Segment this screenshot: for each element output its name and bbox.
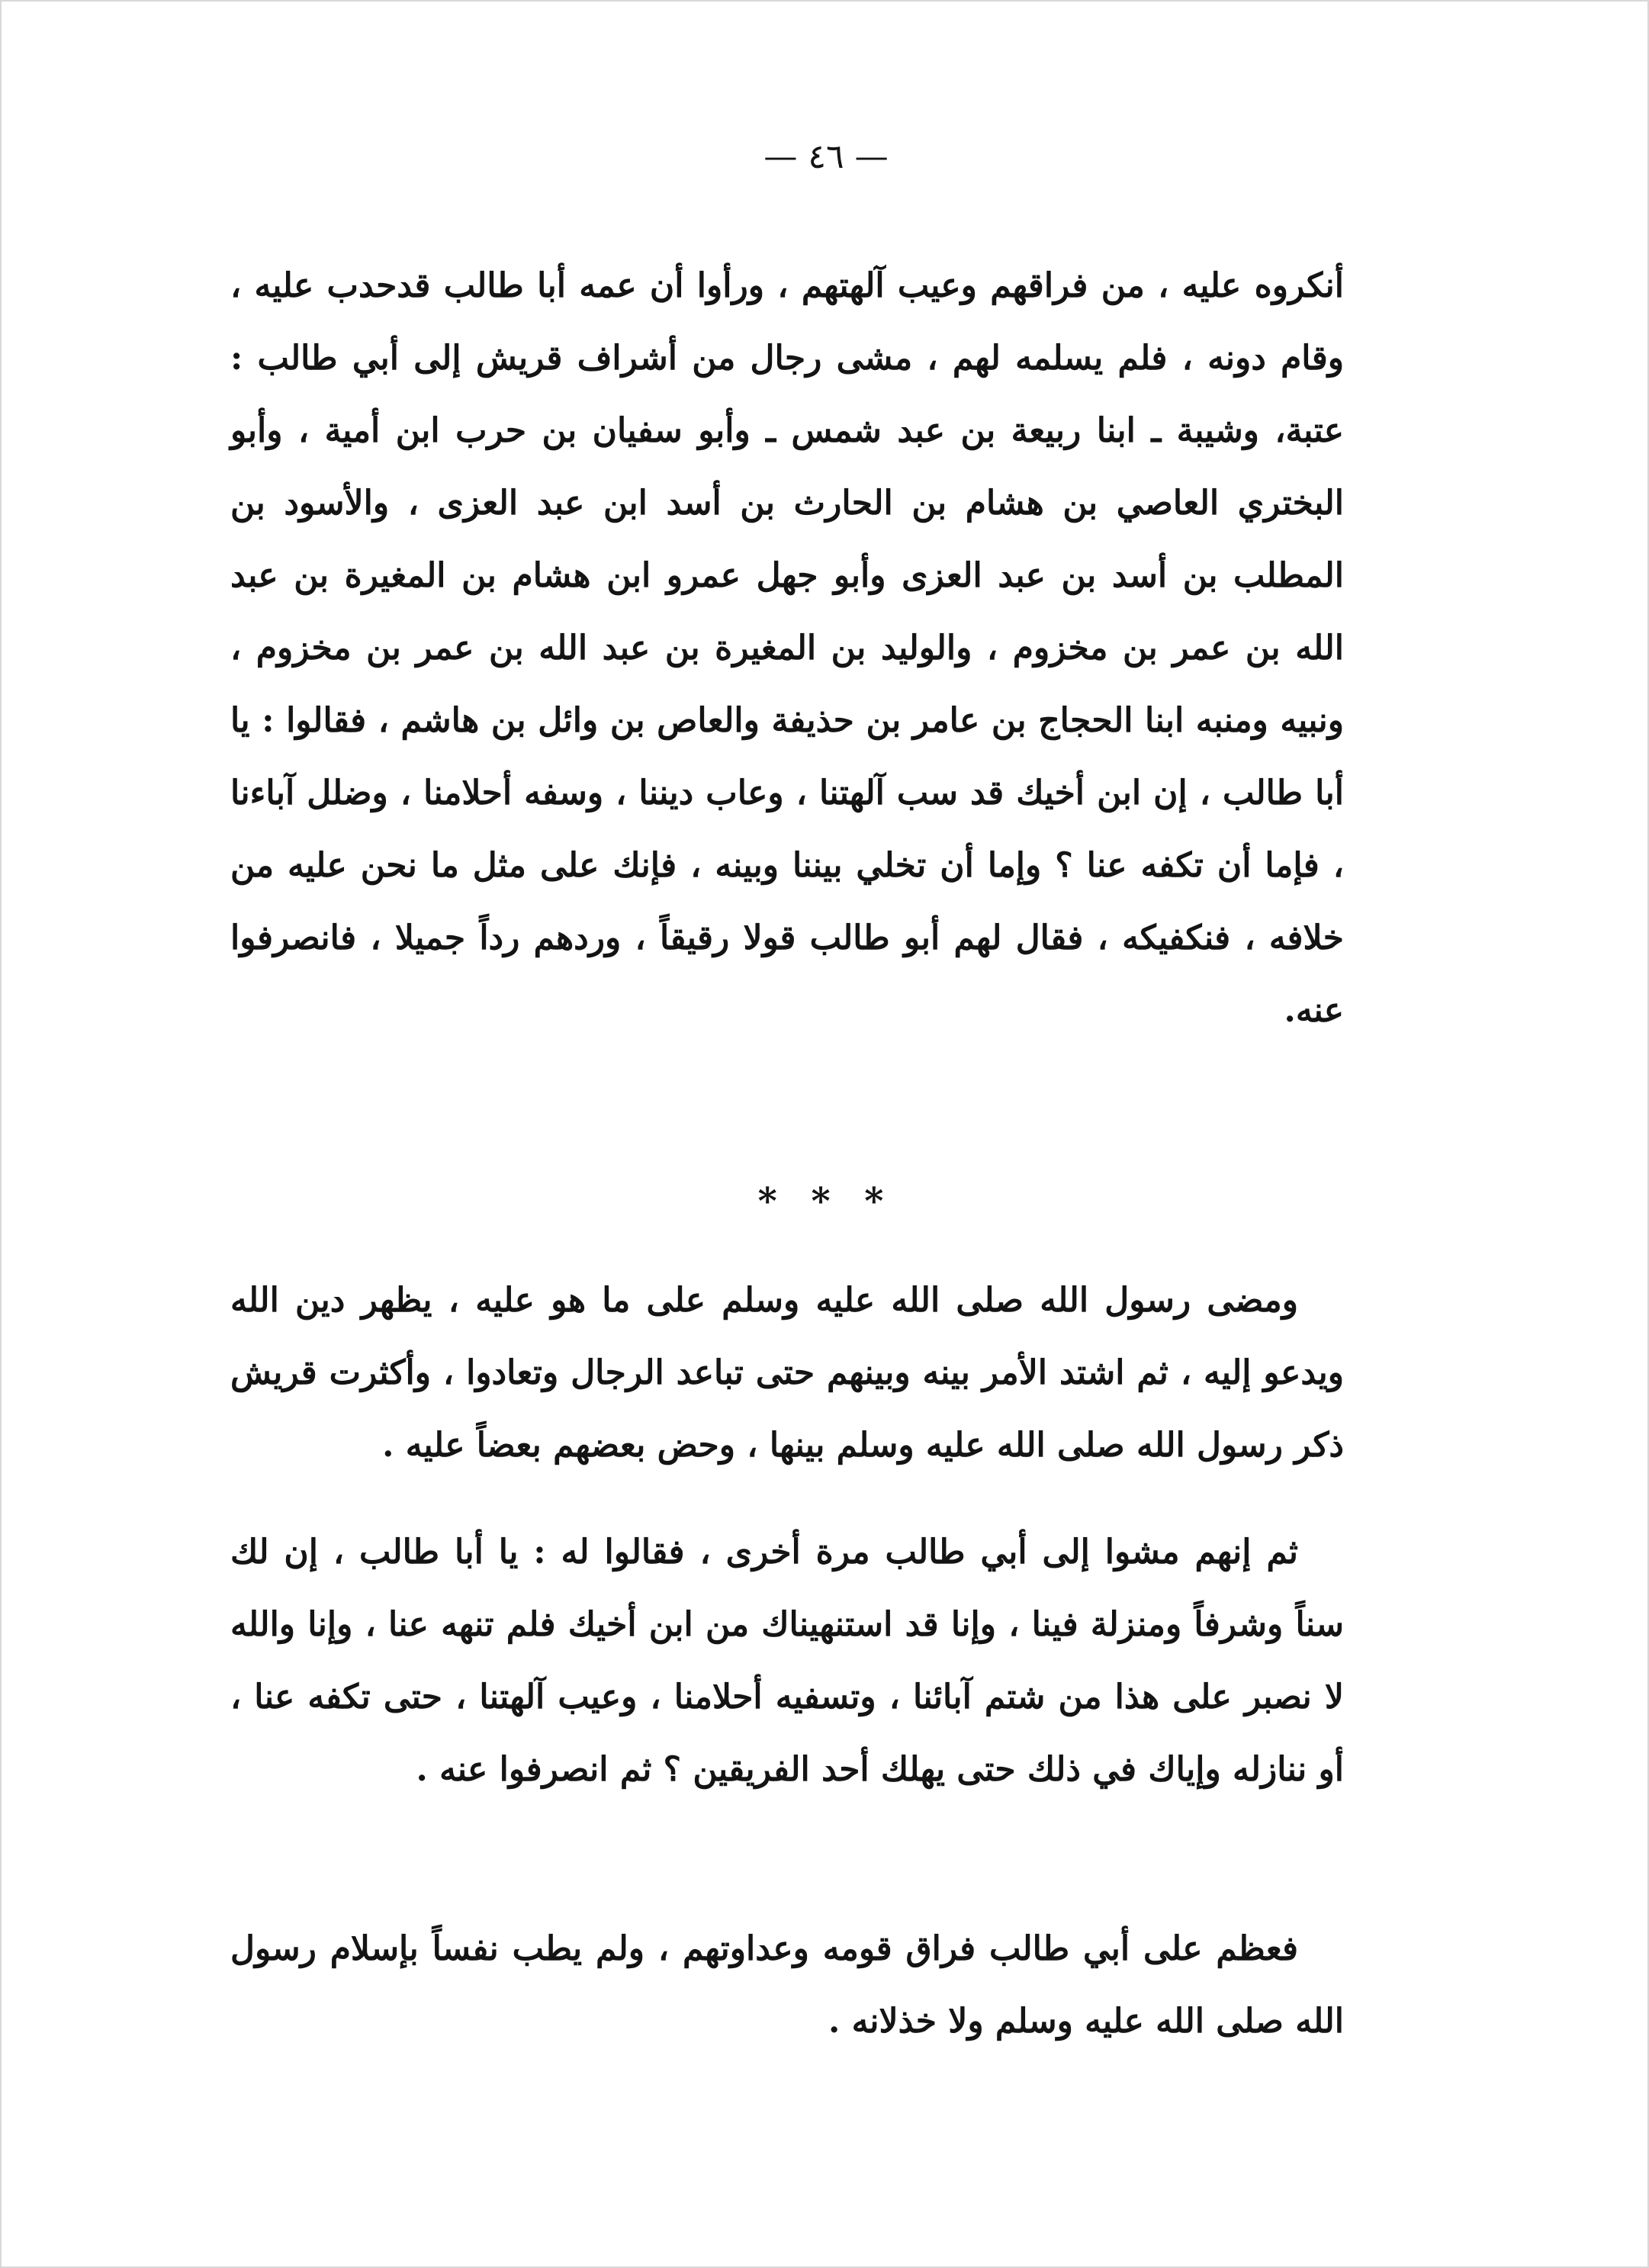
section-separator: * * * — [757, 1180, 895, 1223]
paragraph-4: فعظم على أبي طالب فراق قومه وعداوتهم ، ولم يطب نفساً بإسلام رسول الله صلى الله عليه وسلم ولا خذلانه . — [230, 1929, 1344, 2041]
paragraph-3: ثم إنهم مشوا إلى أبي طالب مرة أخرى ، فقالوا له : يا أبا طالب ، إن لك سناً وشرفاً ومنزلة فينا ، وإنا قد استنهيناك من ابن أخيك فلم تنهه عنا ، وإنا والله لا نصبر على هذا من شتم آبائنا ، وتسفيه أحلامنا ، وعيب آلهتنا ، حتى تكفه عنا ، أو ننازله وإياك في ذلك حتى يهلك أحد الفريقين ؟ ثم انصرفوا عنه . — [230, 1533, 1344, 1789]
page-number: — ٤٦ — — [763, 137, 889, 176]
paragraph-2: ومضى رسول الله صلى الله عليه وسلم على ما هو عليه ، يظهر دين الله ويدعو إليه ، ثم اشتد الأمر بينه وبينهم حتى تباعد الرجال وتعادوا ، وأكثرت قريش ذكر رسول الله صلى الله عليه وسلم بينها ، وحض بعضهم بعضاً عليه . — [230, 1281, 1344, 1465]
paragraph-1: أنكروه عليه ، من فراقهم وعيب آلهتهم ، ورأوا أن عمه أبا طالب قدحدب عليه ، وقام دونه ، فلم يسلمه لهم ، مشى رجال من أشراف قريش إلى أبي طالب : عتبة، وشيبة ـ ابنا ربيعة بن عبد شمس ـ وأبو سفيان بن حرب ابن أمية ، وأبو البختري العاصي بن هشام بن الحارث بن أسد ابن عبد العزى ، والأسود بن المطلب بن أسد بن عبد العزى وأبو جهل عمرو ابن هشام بن المغيرة بن عبد الله بن عمر بن مخزوم ، والوليد بن المغيرة بن عبد الله بن عمر بن مخزوم ، ونبيه ومنبه ابنا الحجاج بن عامر بن حذيفة والعاص بن وائل بن هاشم ، فقالوا : يا أبا طالب ، إن ابن أخيك قد سب آلهتنا ، وعاب ديننا ، وسفه أحلامنا ، وضلل آباءنا ، فإما أن تكفه عنا ؟ وإما أن تخلي بيننا وبينه ، فإنك على مثل ما نحن عليه من خلافه ، فنكفيكه ، فقال لهم أبو طالب قولا رقيقاً ، وردهم رداً جميلا ، فانصرفوا عنه. — [230, 266, 1345, 1030]
